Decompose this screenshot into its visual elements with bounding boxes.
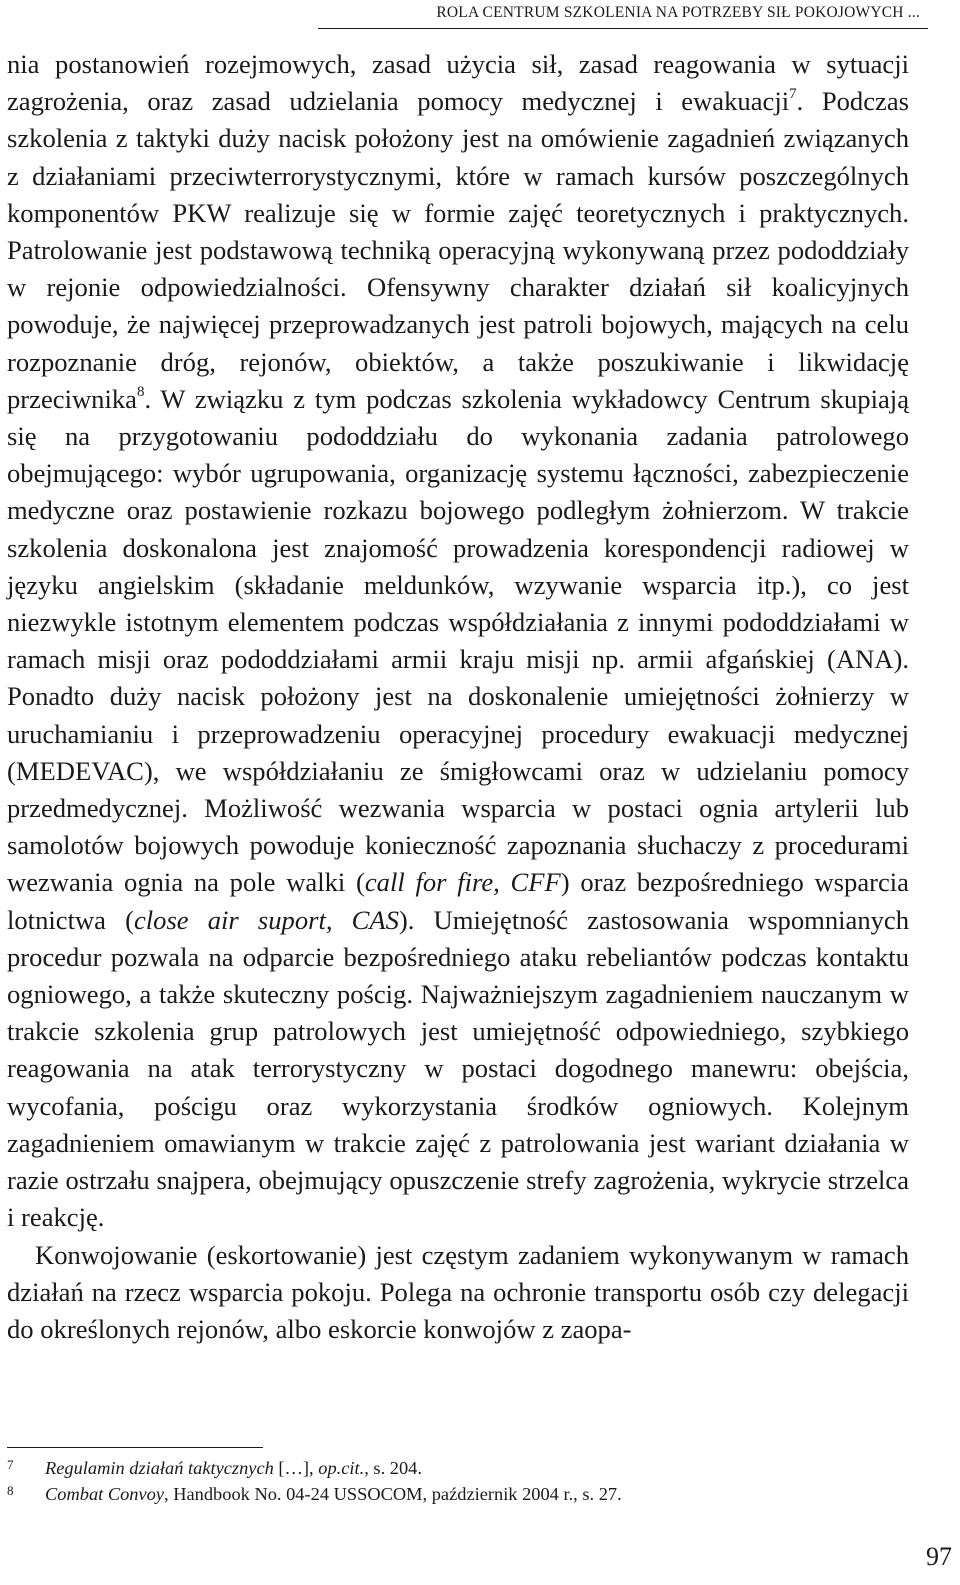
page-number: 97 [926,1542,952,1571]
footnote-mark: 7 [7,1457,14,1472]
paragraph-text: ) oraz bezpośredniego wsparcia lotnictwa ( [7,867,909,935]
footnote-ref-8[interactable]: 8 [136,383,145,400]
paragraph-text: nia postanowień rozejmowych, zasad użycia sił, zasad reagowania w sytuacji zagrożenia, oraz zasad udzielania pomocy medycznej i ewakuacji [7,49,909,117]
paragraph-1 [7,46,909,1237]
footnote-ref-7[interactable]: 7 [789,86,797,103]
footnote-rule [7,1447,263,1448]
paragraph-text: ). Umiejętność zastosowania wspomnianych procedur pozwala na odparcie bezpośredniego ataku rebeliantów podczas kontaktu ogniowego, a także skuteczny pościg. Najważniejszym zagadnieniem nauczanym w trakcie szkolenia grup patrolowych jest umiejętność odpowiedniego, szybkiego reagowania na atak terrorystyczny w postaci dogodnego manewru: obejścia, wycofania, pościgu oraz wykorzystania środków ogniowych. Kolejnym zagadnieniem omawianym w trakcie zajęć z patrolowania jest wariant działania w razie ostrzału snajpera, obejmujący opuszczenie strefy zagrożenia, wykrycie strzelca i reakcję. [7,904,910,1233]
footnote-text: Combat Convoy, Handbook No. 04-24 USSOCOM, październik 2004 r., s. 27. [45,1484,622,1504]
footnote-text: Regulamin działań taktycznych […], op.cit., s. 204. [45,1458,422,1478]
italic-term: close air suport, CAS [133,904,399,935]
paragraph-2: Konwojowanie (eskortowanie) jest częstym zadaniem wykonywanym w ramach działań na rzecz wsparcia pokoju. Polega na ochronie transportu osób czy delegacji do określonych rejonów, albo eskorcie konwojów z zaopa- [7,1239,909,1344]
running-header: ROLA CENTRUM SZKOLENIA NA POTRZEBY SIŁ POKOJOWYCH ... [436,4,920,21]
paragraph-text: . Podczas szkolenia z taktyki duży nacisk położony jest na omówienie zagadnień związanych z działaniami przeciwterrorystycznymi, które w ramach kursów poszczególnych komponentów PKW realizuje się w formie zajęć teoretycznych i praktycznych. Patrolowanie jest podstawową techniką operacyjną wykonywaną przez pododdziały w rejonie odpowiedzialności. Ofensywny charakter działań sił koalicyjnych powoduje, że najwięcej przeprowadzanych jest patroli bojowych, mających na celu rozpoznanie dróg, rejonów, obiektów, a także poszukiwanie i likwidację przeciwnika [7,86,909,414]
header-rule [318,28,928,29]
footnote-mark: 8 [7,1483,14,1498]
footnote-8 [7,1481,909,1507]
footnotes [7,1455,909,1507]
italic-term: call for fire, CFF [364,867,561,898]
footnote-7 [7,1455,909,1481]
paragraph-text: . W związku z tym podczas szkolenia wykładowcy Centrum skupiają się na przygotowaniu pododdziału do wykonania zadania patrolowego obejmującego: wybór ugrupowania, organizację systemu łączności, zabezpieczenie medyczne oraz postawienie rozkazu bojowego podległym żołnierzom. W trakcie szkolenia doskonalona jest znajomość prowadzenia korespondencji radiowej w języku angielskim (składanie meldunków, wzywanie wsparcia itp.), co jest niezwykle istotnym elementem podczas współdziałania z innymi pododdziałami w ramach misji oraz pododdziałami armii kraju misji np. armii afgańskiej (ANA). Ponadto duży nacisk położony jest na doskonalenie umiejętności żołnierzy w uruchamianiu i przeprowadzeniu operacyjnej procedury ewakuacji medycznej (MEDEVAC), we współdziałaniu ze śmigłowcami oraz w udzielaniu pomocy przedmedycznej. Możliwość wezwania wsparcia w postaci ognia artylerii lub samolotów bojowych powoduje konieczność zapoznania słuchaczy z procedurami wezwania ognia na pole walki ( [7,383,909,898]
body-text [7,46,909,1348]
